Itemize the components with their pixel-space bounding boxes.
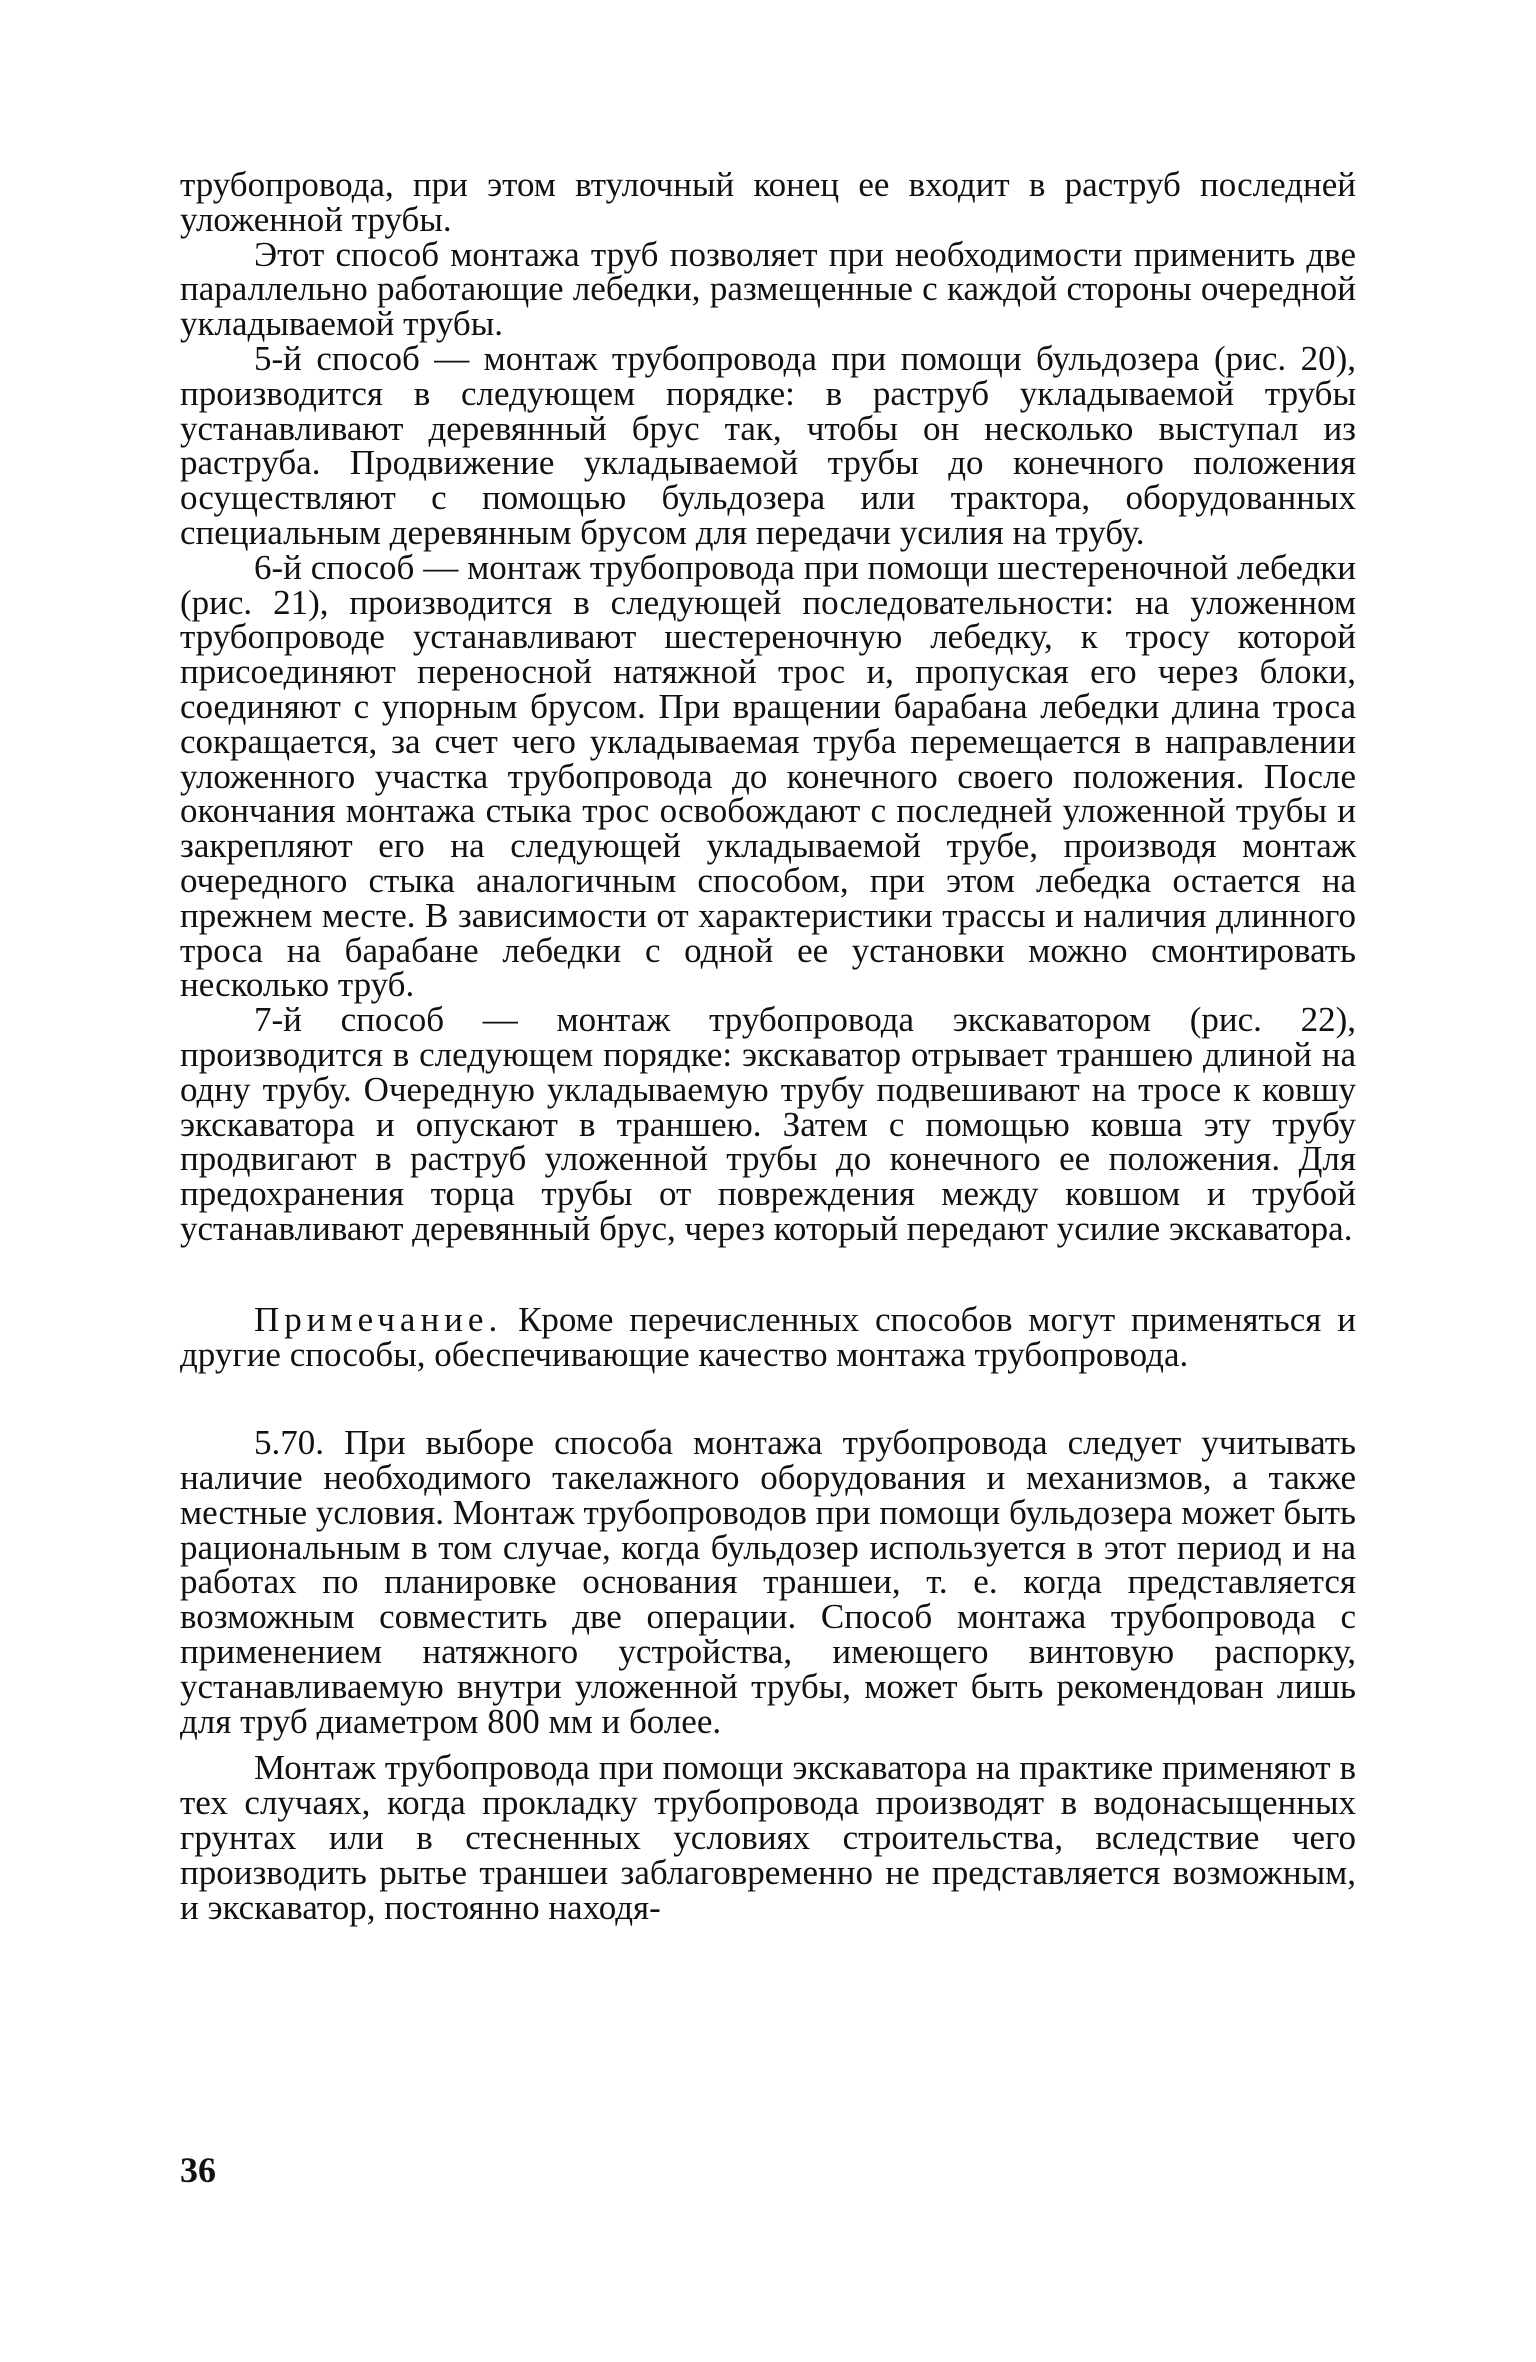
page-number: 36: [180, 2150, 216, 2190]
paragraph-method-5-bulldozer: 5-й способ — монтаж трубопровода при помощи бульдозера (рис. 20), производится в следующем порядке: в раструб укладываемой трубы устанавливают деревянный брус так, чтобы он несколько выступал из раструба. Продвижение укладываемой трубы до конечного положения осуществляют с помощью бульдозера или трактора, оборудованных специальным деревянным брусом для передачи усилия на трубу.: [180, 338, 1356, 552]
paragraph-two-winches: Этот способ монтажа труб позволяет при необходимости применить две параллельно работающие лебедки, размещенные с каждой стороны очередной укладываемой трубы.: [180, 234, 1356, 344]
section-5-70: 5.70. При выборе способа монтажа трубопровода следует учитывать наличие необходимого такелажного оборудования и механизмов, а также местные условия. Монтаж трубопроводов при помощи бульдозера может быть рациональным в том случае, когда бульдозер используется в этот период и на работах по планировке основания траншеи, т. е. когда представляется возможным совместить две операции. Способ монтажа трубопровода с применением натяжного устройства, имеющего винтовую распорку, устанавливаемую внутри уложенной трубы, может быть рекомендован лишь для труб диаметром 800 мм и более.: [180, 1423, 1356, 1741]
paragraph-excavator-usage: Монтаж трубопровода при помощи экскаватора на практике применяют в тех случаях, когда прокладку трубопровода производят в водонасыщенных грунтах или в стесненных условиях строительства, вследствие чего производить рытье траншеи заблаговременно не представляется возможным, и экскаватор, постоянно находя-: [180, 1748, 1356, 1927]
paragraph-method-6-gear-winch: 6-й способ — монтаж трубопровода при помощи шестереночной лебедки (рис. 21), производится в следующей последовательности: на уложенном трубопроводе устанавливают шестереночную лебедку, к тросу которой присоединяют переносной натяжной трос и, пропуская его через блоки, соединяют с упорным брусом. При вращении барабана лебедки длина троса сокращается, за счет чего укладываемая труба перемещается в направлении уложенного участка трубопровода до конечного своего положения. После окончания монтажа стыка трос освобождают с последней уложенной трубы и закрепляют его на следующей укладываемой трубе, производя монтаж очередного стыка аналогичным способом, при этом лебедка остается на прежнем месте. В зависимости от характеристики трассы и наличия длинного троса на барабане лебедки с одной ее установки можно смонтировать несколько труб.: [180, 547, 1356, 1005]
body-text: [180, 165, 1356, 1927]
note-text: Кроме перечисленных способов могут применяться и другие способы, обеспечивающие качество монтажа трубопровода.: [180, 1299, 1356, 1374]
paragraph-continuation: трубопровода, при этом втулочный конец ее входит в раструб последней уложенной трубы.: [180, 165, 1356, 239]
note-label: Примечание.: [254, 1299, 503, 1339]
paragraph-method-7-excavator: 7-й способ — монтаж трубопровода экскаватором (рис. 22), производится в следующем порядке: экскаватор отрывает траншею длиной на одну трубу. Очередную укладываемую трубу подвешивают на тросе к ковшу экскаватора и опускают в траншею. Затем с помощью ковша эту трубу продвигают в раструб уложенной трубы до конечного ее положения. Для предохранения торца трубы от повреждения между ковшом и трубой устанавливают деревянный брус, через который передают усилие экскаватора.: [180, 1000, 1356, 1248]
note-paragraph: [180, 1299, 1356, 1374]
